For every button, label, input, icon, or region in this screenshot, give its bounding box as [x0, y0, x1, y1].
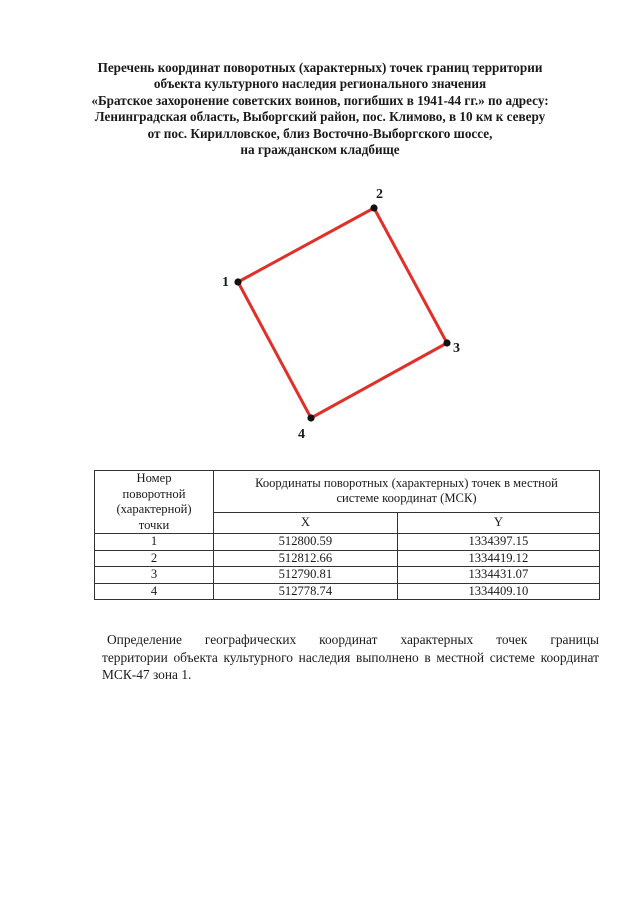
point-number-cell: 4: [95, 583, 214, 600]
boundary-line: [238, 208, 447, 418]
vertex-label-4: 4: [298, 427, 305, 442]
vertex-label-1: 1: [222, 275, 229, 290]
x-column-header: X: [214, 512, 398, 533]
table-row: [95, 583, 600, 600]
x-cell: 512800.59: [214, 534, 398, 551]
coordinates-group-header: Координаты поворотных (характерных) точек в местной системе координат (МСК): [214, 471, 600, 513]
coordinates-table: [94, 470, 600, 600]
title-line: «Братское захоронение советских воинов, погибших в 1941-44 гг.» по адресу:: [91, 92, 549, 108]
y-cell: 1334409.10: [397, 583, 599, 600]
point-number-cell: 3: [95, 567, 214, 584]
note-line: территории объекта культурного наследия выполнено в местной системе координат: [102, 649, 599, 665]
x-cell: 512790.81: [214, 567, 398, 584]
x-cell: 512778.74: [214, 583, 398, 600]
table-row: [95, 550, 600, 567]
vertex-point-4: [307, 414, 314, 421]
y-cell: 1334397.15: [397, 534, 599, 551]
y-cell: 1334431.07: [397, 567, 599, 584]
table-row: [95, 567, 600, 584]
x-cell: 512812.66: [214, 550, 398, 567]
vertex-point-2: [370, 204, 377, 211]
title-line: Ленинградская область, Выборгский район, пос. Климово, в 10 км к северу: [94, 109, 546, 125]
vertex-label-2: 2: [376, 187, 383, 202]
note-line: МСК-47 зона 1.: [102, 667, 192, 683]
title-line: на гражданском кладбище: [240, 142, 400, 158]
vertex-point-3: [443, 339, 450, 346]
point-number-cell: 1: [95, 534, 214, 551]
table-header-row: [95, 471, 600, 513]
point-number-cell: 2: [95, 550, 214, 567]
title-line: объекта культурного наследия регионального значения: [153, 76, 487, 92]
title-line: от пос. Кирилловское, близ Восточно-Выборгского шоссе,: [147, 125, 493, 141]
vertex-label-3: 3: [453, 341, 460, 356]
table-row: [95, 534, 600, 551]
y-column-header: Y: [397, 512, 599, 533]
title-line: Перечень координат поворотных (характерных) точек границ территории: [97, 60, 543, 75]
point-number-header: Номер поворотной (характерной) точки: [95, 471, 214, 534]
y-cell: 1334419.12: [397, 550, 599, 567]
vertex-point-1: [234, 278, 241, 285]
note-paragraph: [102, 631, 599, 684]
note-line: Определение географических координат характерных точек границы: [107, 632, 599, 647]
